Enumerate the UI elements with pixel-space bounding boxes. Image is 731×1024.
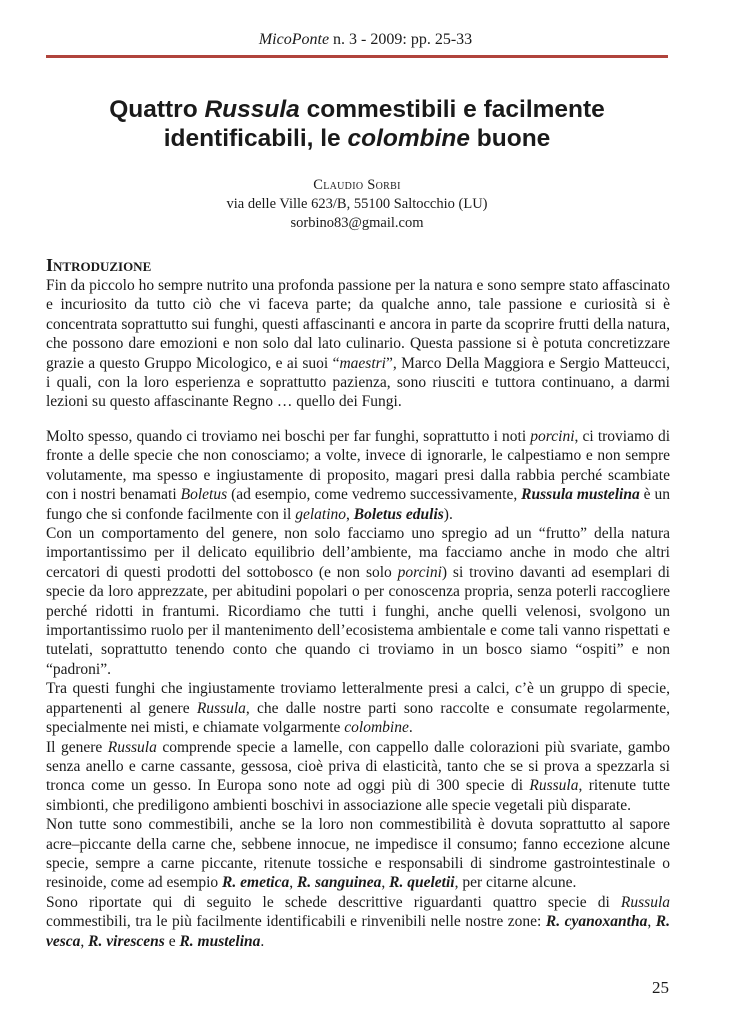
species-name: Boletus edulis xyxy=(353,505,444,523)
title-text: identificabili, le xyxy=(163,125,348,152)
species-name: R. queletii xyxy=(389,874,455,892)
intro-paragraph-block xyxy=(46,276,670,412)
text-run: , xyxy=(289,874,297,892)
italic-term: Boletus xyxy=(180,486,228,504)
italic-term: Russula xyxy=(620,893,670,911)
text-run: commestibili, tra le più facilmente identificabili e rinvenibili nelle nostre zone: xyxy=(46,913,546,931)
text-run: , xyxy=(381,874,390,892)
title-common-name: colombine xyxy=(347,125,470,152)
text-run: , ci troviamo di fronte a delle specie che non conosciamo; a volte, invece di ignorarle, le calpestiamo e non sempre volutamente, ma spesso e ingiustamente di proposito, magari presi dalla rabbia perché scambiate con i nostri benamati xyxy=(46,428,670,504)
body-paragraph xyxy=(46,524,670,679)
italic-term: Russula xyxy=(196,699,246,717)
body-paragraph xyxy=(46,679,670,737)
text-run: Non tutte sono commestibili, anche se la loro non commestibilità è dovuta soprattutto al sapore acre–piccante della carne che, sebbene innocue, ne impedisce il consumo; fanno eccezione alcune specie, sempre a carne piccante, ritenute tossiche e responsabili di sindrome gastrointestinale o resinoide, come ad esempio xyxy=(46,816,670,892)
text-run: ) si trovino davanti ad esemplari di specie da loro apprezzate, per abitudini popolari o per conoscenza propria, senza poterli raccogliere perché ridotti in frantumi. Ricordiamo che tutti i funghi, anche quelli velenosi, svolgono un importantissimo ruolo per il mantenimento dell’ecosistema ambientale e come tali vanno rispettati e tutelati, soprattutto tenendo conto che quando ci troviamo in un bosco siamo “ospiti” e non “padroni”. xyxy=(46,563,670,678)
author-email[interactable]: sorbino83@gmail.com xyxy=(290,215,424,231)
title-genus: Russula xyxy=(204,96,300,123)
text-run: , xyxy=(80,932,89,950)
italic-term: Russula xyxy=(107,738,157,756)
text-run: ”, Marco Della Maggiora e Sergio Matteucci, i quali, con la loro esperienza e soprattutto pazienza, sono riusciti e tuttora continuano, a darmi lezioni su questo affascinante Regno … quello dei Fungi. xyxy=(46,354,670,411)
text-run: . xyxy=(260,932,265,950)
author-block xyxy=(46,176,668,233)
body-paragraph xyxy=(46,276,670,412)
italic-term: colombine xyxy=(344,719,409,737)
text-run: Il genere xyxy=(46,738,108,756)
species-name: R. vesca xyxy=(46,913,671,950)
title-line-1 xyxy=(46,95,668,124)
species-name: R. sanguinea xyxy=(296,874,382,892)
author-address: via delle Ville 623/B, 55100 Saltocchio (LU) xyxy=(226,196,488,212)
text-run: Fin da piccolo ho sempre nutrito una profonda passione per la natura e sono sempre stato affascinato e incuriosito da tutto ciò che vi faceva parte; da qualche anno, tale passione e curiosità si è concentrata soprattutto sui funghi, questi affascinanti e ancora in parte da scoprire frutti della natura, che possono dare emozioni e non solo dal lato culinario. Questa passione si è potuta concretizzare grazie a questo Gruppo Micologico, e ai suoi “ xyxy=(46,277,670,372)
italic-term: gelatino xyxy=(295,505,347,523)
page-number: 25 xyxy=(652,978,669,997)
body-paragraph xyxy=(46,427,670,524)
species-name: R. mustelina xyxy=(179,932,261,950)
header-rule xyxy=(46,55,668,58)
title-text: Quattro xyxy=(109,96,205,123)
text-run: , che dalle nostre parti sono raccolte e consumate regolarmente, specialmente nei misti, e chiamate volgarmente xyxy=(46,699,670,737)
italic-term: maestri xyxy=(339,354,386,372)
text-run: , xyxy=(647,913,656,931)
italic-term: porcini xyxy=(530,428,575,445)
body-paragraph xyxy=(46,893,670,951)
species-name: R. cyanoxantha xyxy=(545,913,648,931)
text-run: è un fungo che si confonde facilmente con il xyxy=(46,486,671,523)
text-run: Sono riportate qui di seguito le schede descrittive riguardanti quattro specie di xyxy=(46,893,621,911)
species-name: R. emetica xyxy=(222,874,290,892)
title-line-2 xyxy=(46,124,668,153)
text-run: comprende specie a lamelle, con cappello dalle colorazioni più svariate, gambo senza anello e carne cassante, gessosa, cioè priva di elasticità, tanto che se si prova a spezzarla si tronca come un gesso. In Europa sono note ad oggi più di 300 specie di xyxy=(46,738,670,795)
title-text: commestibili e facilmente xyxy=(299,96,605,123)
text-run: . xyxy=(408,719,413,737)
text-run: Molto spesso, quando ci troviamo nei boschi per far funghi, soprattutto i noti xyxy=(46,428,531,445)
text-run: (ad esempio, come vedremo successivamente, xyxy=(227,486,522,504)
text-run: Tra questi funghi che ingiustamente troviamo letteralmente presi a calci, c’è un gruppo di specie, appartenenti al genere xyxy=(46,680,670,717)
author-name: Claudio Sorbi xyxy=(313,177,401,193)
text-run: , ritenute tutte simbionti, che prediligono ambienti boschivi in associazione alle specie vegetali più disparate. xyxy=(46,777,670,814)
italic-term: porcini xyxy=(397,563,442,581)
text-run: e xyxy=(164,932,180,950)
species-name: R. virescens xyxy=(88,932,165,950)
text-run: , xyxy=(346,505,354,523)
italic-term: Russula xyxy=(529,777,579,795)
species-name: Russula mustelina xyxy=(521,486,640,504)
body-paragraph xyxy=(46,738,670,816)
body-paragraph-block xyxy=(46,427,670,951)
section-heading: Introduzione xyxy=(46,255,152,275)
text-run: Con un comportamento del genere, non solo facciamo uno spregio ad un “frutto” della natura importantissimo per il delicato equilibrio dell’ambiente, ma facciamo anche in modo che altri cercatori di questi prodotti del sottobosco (e non solo xyxy=(46,525,670,581)
issue-info: n. 3 - 2009: pp. 25-33 xyxy=(333,31,473,48)
text-run: ). xyxy=(443,505,453,523)
journal-name: MicoPonte xyxy=(258,31,330,48)
running-header xyxy=(0,31,731,49)
body-paragraph xyxy=(46,815,670,893)
text-run: , per citarne alcune. xyxy=(454,874,577,892)
article-title xyxy=(46,95,668,153)
title-text: buone xyxy=(470,125,551,152)
